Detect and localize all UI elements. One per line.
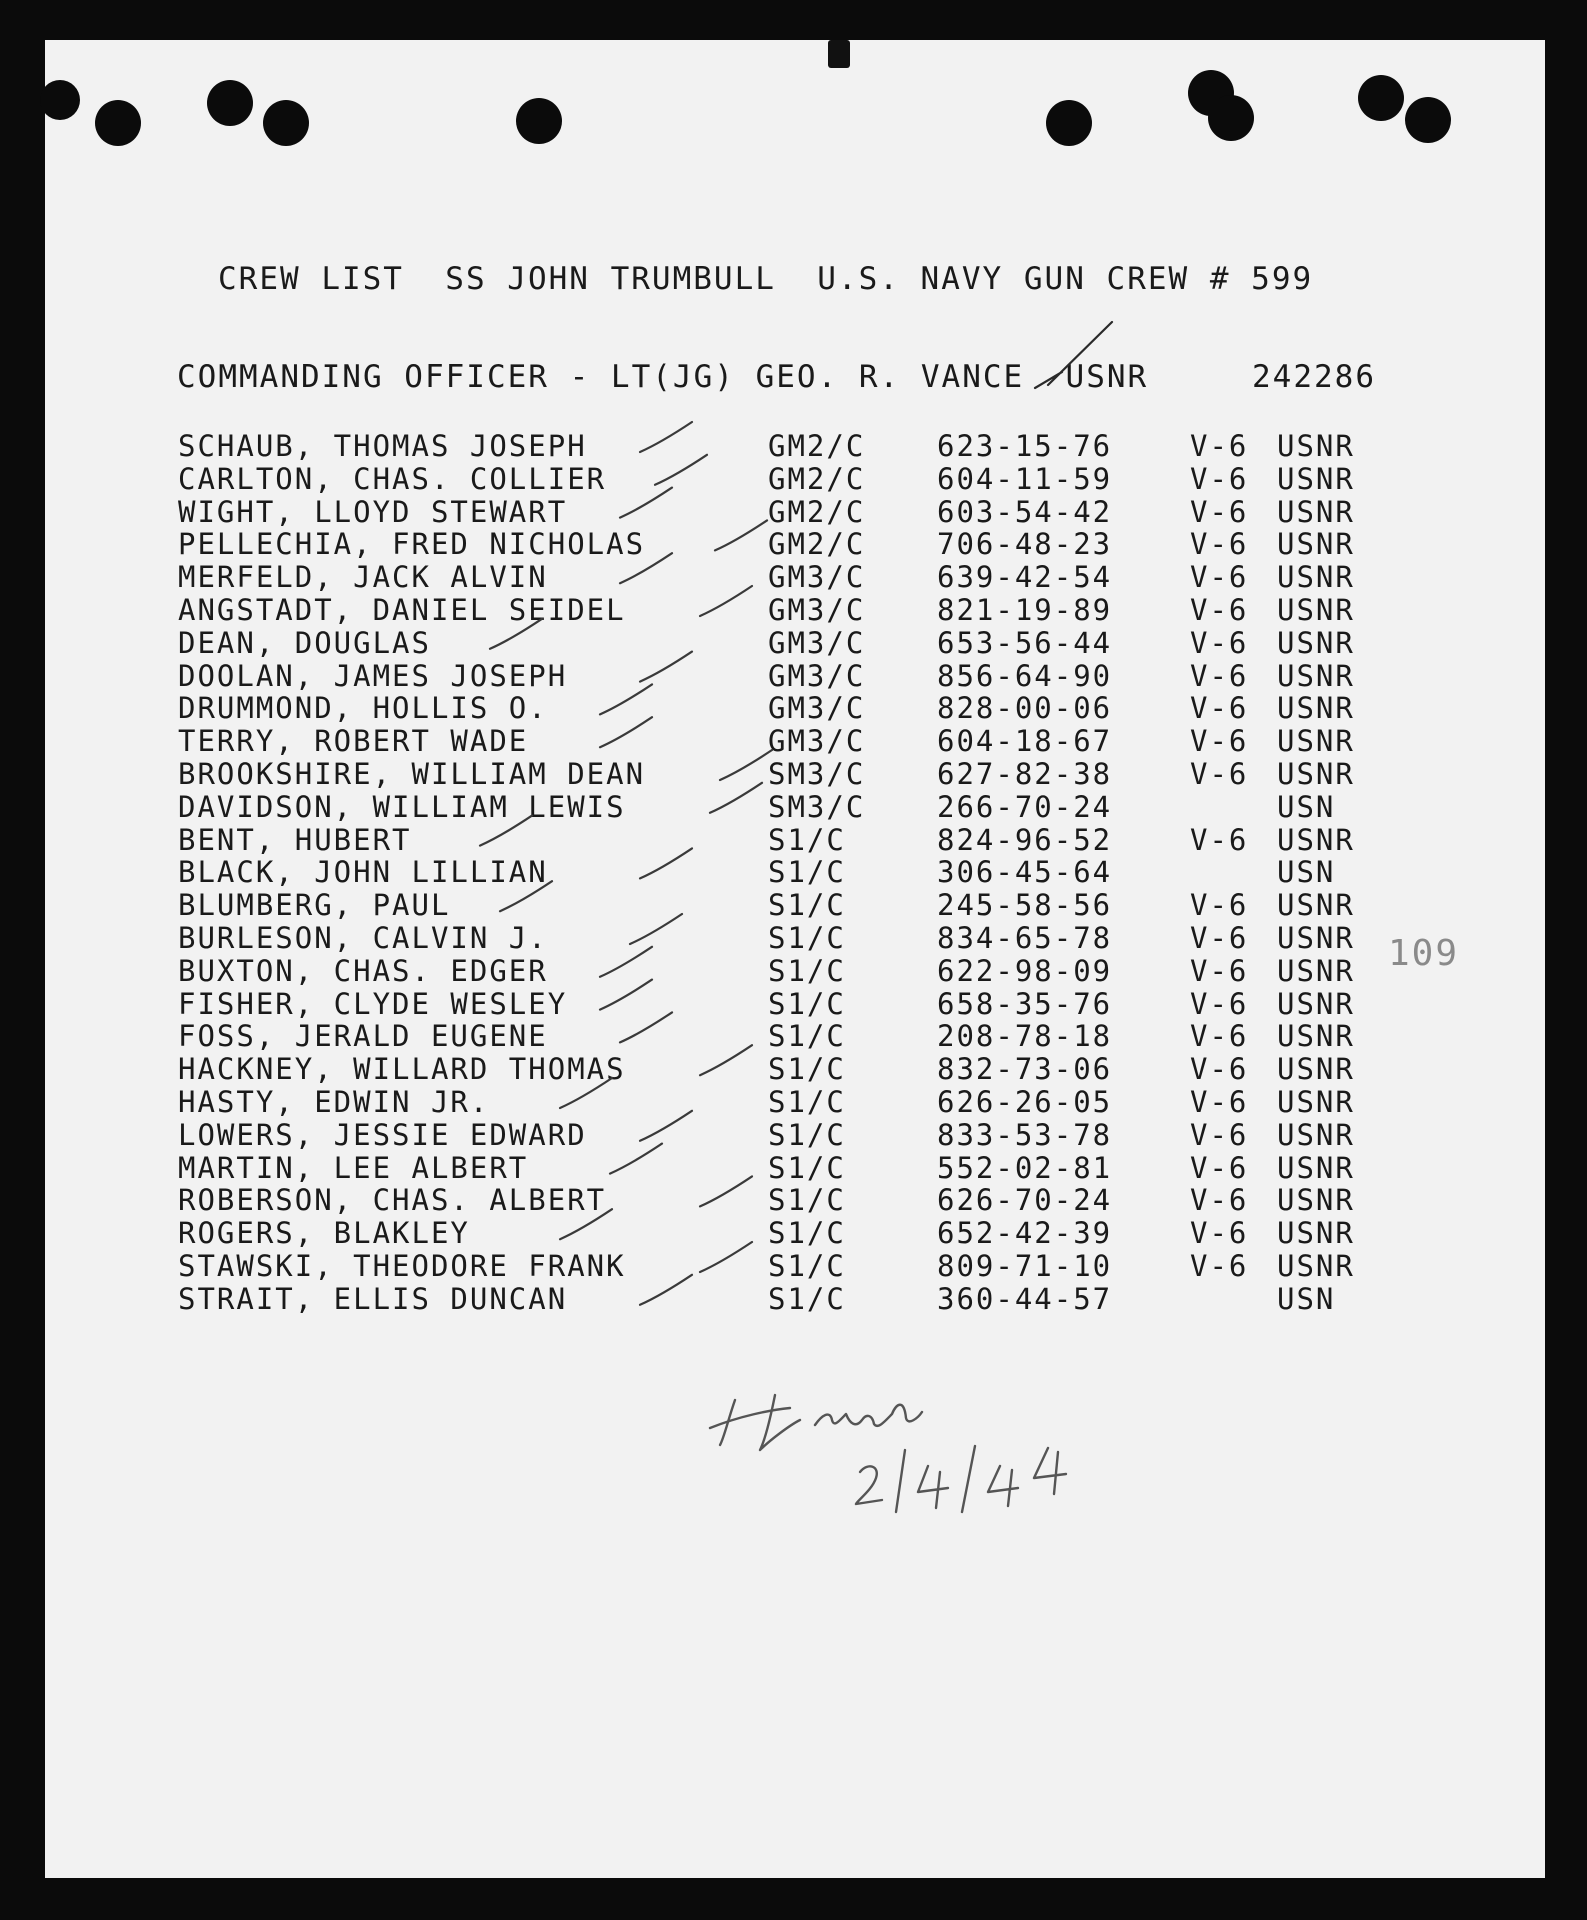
crew-serial: 706-48-23 <box>937 527 1113 562</box>
crew-name: BENT, HUBERT <box>178 822 412 857</box>
crew-serial: 622-98-09 <box>937 953 1113 988</box>
crew-name: DOOLAN, JAMES JOSEPH <box>178 658 568 693</box>
crew-serial: 603-54-42 <box>937 494 1113 529</box>
crew-rate: GM3/C <box>768 658 866 693</box>
crew-serial: 626-70-24 <box>937 1183 1113 1218</box>
crew-class: V-6 <box>1190 1085 1249 1119</box>
crew-service: USNR <box>1277 461 1355 496</box>
crew-service: USNR <box>1277 625 1355 660</box>
crew-class: V-6 <box>1190 1249 1249 1283</box>
crew-name: DRUMMOND, HOLLIS O. <box>178 691 548 726</box>
crew-serial: 604-11-59 <box>937 461 1113 496</box>
crew-name: WIGHT, LLOYD STEWART <box>178 494 568 529</box>
checkmark <box>640 422 692 452</box>
crew-class: V-6 <box>1190 1216 1249 1251</box>
checkmark <box>700 1176 752 1206</box>
crew-service: USNR <box>1277 1085 1355 1119</box>
crew-name: FISHER, CLYDE WESLEY <box>178 986 568 1021</box>
crew-name: ROBERSON, CHAS. ALBERT <box>178 1183 607 1218</box>
crew-serial: 306-45-64 <box>937 855 1113 890</box>
crew-service: USNR <box>1277 691 1355 726</box>
checkmark <box>620 553 672 583</box>
checkmark <box>640 848 692 878</box>
crew-name: MARTIN, LEE ALBERT <box>178 1150 529 1185</box>
crew-serial: 245-58-56 <box>937 888 1113 923</box>
crew-name: MERFELD, JACK ALVIN <box>178 560 548 595</box>
crew-serial: 360-44-57 <box>937 1281 1113 1316</box>
crew-service: USNR <box>1277 560 1355 595</box>
crew-rate: GM2/C <box>768 494 866 529</box>
checkmark <box>640 1111 692 1141</box>
crew-rate: GM2/C <box>768 527 866 562</box>
checkmark <box>600 980 652 1010</box>
crew-class: V-6 <box>1190 822 1249 857</box>
crew-service: USNR <box>1277 986 1355 1021</box>
signature-date <box>856 1446 1066 1512</box>
checkmark <box>620 488 672 518</box>
crew-name: ROGERS, BLAKLEY <box>178 1216 470 1251</box>
crew-service: USNR <box>1277 757 1355 791</box>
crew-serial: 828-00-06 <box>937 691 1113 726</box>
crew-rate: S1/C <box>768 1019 846 1054</box>
crew-rate: S1/C <box>768 888 846 923</box>
crew-service: USNR <box>1277 953 1355 988</box>
commanding-officer-line: COMMANDING OFFICER - LT(JG) GEO. R. VANCE USNR <box>177 359 1149 395</box>
crew-class: V-6 <box>1190 494 1249 529</box>
crew-name: DEAN, DOUGLAS <box>178 625 431 660</box>
checkmark <box>560 1209 612 1239</box>
checkmark <box>600 947 652 977</box>
checkmark <box>610 1144 662 1174</box>
crew-class: V-6 <box>1190 1052 1249 1087</box>
crew-serial: 833-53-78 <box>937 1117 1113 1152</box>
crew-rate: GM3/C <box>768 560 866 595</box>
crew-rate: S1/C <box>768 855 846 890</box>
crew-class: V-6 <box>1190 1183 1249 1218</box>
checkmark <box>710 783 762 813</box>
crew-service: USN <box>1277 1281 1336 1316</box>
page-number-stamp: 109 <box>1388 933 1460 974</box>
crew-class: V-6 <box>1190 757 1249 791</box>
crew-name: PELLECHIA, FRED NICHOLAS <box>178 527 646 562</box>
crew-name: DAVIDSON, WILLIAM LEWIS <box>178 789 626 824</box>
crew-serial: 832-73-06 <box>937 1052 1113 1087</box>
crew-rate: S1/C <box>768 921 846 955</box>
crew-name: ANGSTADT, DANIEL SEIDEL <box>178 593 626 627</box>
crew-rate: GM3/C <box>768 593 866 627</box>
crew-service: USNR <box>1277 1249 1355 1283</box>
crew-serial: 266-70-24 <box>937 789 1113 824</box>
crew-serial: 639-42-54 <box>937 560 1113 595</box>
crew-serial: 821-19-89 <box>937 593 1113 627</box>
crew-name: CARLTON, CHAS. COLLIER <box>178 461 607 496</box>
crew-rate: S1/C <box>768 1085 846 1119</box>
crew-class: V-6 <box>1190 658 1249 693</box>
crew-class: V-6 <box>1190 593 1249 627</box>
crew-rate: S1/C <box>768 1216 846 1251</box>
crew-rate: S1/C <box>768 953 846 988</box>
crew-class: V-6 <box>1190 691 1249 726</box>
crew-serial: 834-65-78 <box>937 921 1113 955</box>
checkmark <box>640 652 692 682</box>
checkmark <box>600 717 652 747</box>
crew-serial: 208-78-18 <box>937 1019 1113 1054</box>
crew-service: USNR <box>1277 888 1355 923</box>
checkmark <box>640 1275 692 1305</box>
checkmark <box>700 1045 752 1075</box>
crew-name: FOSS, JERALD EUGENE <box>178 1019 548 1054</box>
checkmark <box>560 1078 612 1108</box>
crew-class: V-6 <box>1190 461 1249 496</box>
crew-serial: 824-96-52 <box>937 822 1113 857</box>
checkmark <box>700 1242 752 1272</box>
crew-service: USNR <box>1277 1117 1355 1152</box>
crew-name: BLACK, JOHN LILLIAN <box>178 855 548 890</box>
checkmark <box>620 1012 672 1042</box>
crew-serial: 604-18-67 <box>937 724 1113 759</box>
crew-rate: GM3/C <box>768 724 866 759</box>
officer-checkmark <box>1035 322 1112 388</box>
crew-name: BROOKSHIRE, WILLIAM DEAN <box>178 757 646 791</box>
crew-class: V-6 <box>1190 953 1249 988</box>
crew-service: USNR <box>1277 724 1355 759</box>
crew-name: STRAIT, ELLIS DUNCAN <box>178 1281 568 1316</box>
crew-serial: 652-42-39 <box>937 1216 1113 1251</box>
crew-name: BUXTON, CHAS. EDGER <box>178 953 548 988</box>
crew-name: TERRY, ROBERT WADE <box>178 724 529 759</box>
crew-rate: GM2/C <box>768 461 866 496</box>
crew-class: V-6 <box>1190 888 1249 923</box>
crew-name: BLUMBERG, PAUL <box>178 888 451 923</box>
crew-serial: 626-26-05 <box>937 1085 1113 1119</box>
crew-serial: 653-56-44 <box>937 625 1113 660</box>
crew-name: HACKNEY, WILLARD THOMAS <box>178 1052 626 1087</box>
crew-class: V-6 <box>1190 921 1249 955</box>
document-heading: CREW LIST SS JOHN TRUMBULL U.S. NAVY GUN CREW # 599 <box>218 261 1314 297</box>
crew-rate: GM3/C <box>768 625 866 660</box>
checkmark <box>655 455 707 485</box>
crew-serial: 658-35-76 <box>937 986 1113 1021</box>
crew-serial: 809-71-10 <box>937 1249 1113 1283</box>
checkmark <box>600 684 652 714</box>
checkmark <box>480 816 532 846</box>
crew-rate: S1/C <box>768 1249 846 1283</box>
crew-rate: S1/C <box>768 1150 846 1185</box>
checkmark <box>720 750 772 780</box>
crew-service: USNR <box>1277 822 1355 857</box>
crew-rate: SM3/C <box>768 757 866 791</box>
crew-service: USNR <box>1277 1216 1355 1251</box>
crew-class: V-6 <box>1190 986 1249 1021</box>
crew-name: LOWERS, JESSIE EDWARD <box>178 1117 587 1152</box>
crew-service: USNR <box>1277 494 1355 529</box>
crew-service: USNR <box>1277 429 1355 463</box>
crew-class: V-6 <box>1190 724 1249 759</box>
checkmark <box>490 619 542 649</box>
crew-service: USN <box>1277 789 1336 824</box>
crew-name: STAWSKI, THEODORE FRANK <box>178 1249 626 1283</box>
crew-class: V-6 <box>1190 429 1249 463</box>
crew-rate: S1/C <box>768 1117 846 1152</box>
crew-class: V-6 <box>1190 1117 1249 1152</box>
crew-name: BURLESON, CALVIN J. <box>178 921 548 955</box>
crew-class: V-6 <box>1190 1150 1249 1185</box>
crew-name: SCHAUB, THOMAS JOSEPH <box>178 429 587 463</box>
crew-rate: S1/C <box>768 1052 846 1087</box>
crew-rate: S1/C <box>768 1183 846 1218</box>
crew-class: V-6 <box>1190 625 1249 660</box>
crew-class: V-6 <box>1190 1019 1249 1054</box>
crew-serial: 552-02-81 <box>937 1150 1113 1185</box>
crew-service: USNR <box>1277 1150 1355 1185</box>
commanding-officer-serial: 242286 <box>1252 359 1376 395</box>
crew-service: USNR <box>1277 593 1355 627</box>
crew-service: USNR <box>1277 921 1355 955</box>
crew-class: V-6 <box>1190 560 1249 595</box>
crew-service: USNR <box>1277 658 1355 693</box>
checkmark <box>700 586 752 616</box>
crew-service: USNR <box>1277 1019 1355 1054</box>
crew-rate: GM3/C <box>768 691 866 726</box>
crew-rate: GM2/C <box>768 429 866 463</box>
checkmark <box>715 520 767 550</box>
crew-serial: 623-15-76 <box>937 429 1113 463</box>
crew-serial: 856-64-90 <box>937 658 1113 693</box>
crew-serial: 627-82-38 <box>937 757 1113 791</box>
crew-rate: SM3/C <box>768 789 866 824</box>
crew-rate: S1/C <box>768 986 846 1021</box>
crew-rate: S1/C <box>768 822 846 857</box>
crew-class: V-6 <box>1190 527 1249 562</box>
crew-rate: S1/C <box>768 1281 846 1316</box>
crew-name: HASTY, EDWIN JR. <box>178 1085 490 1119</box>
checkmark <box>630 914 682 944</box>
crew-service: USNR <box>1277 527 1355 562</box>
checkmark <box>500 881 552 911</box>
crew-service: USNR <box>1277 1183 1355 1218</box>
signature <box>710 1395 922 1450</box>
crew-service: USNR <box>1277 1052 1355 1087</box>
crew-service: USN <box>1277 855 1336 890</box>
